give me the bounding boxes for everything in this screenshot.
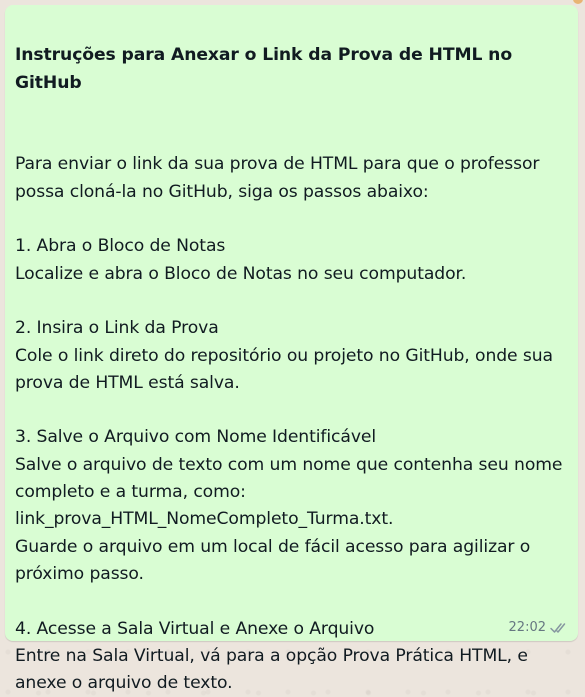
message-time: 22:02 bbox=[508, 620, 546, 635]
message-body: Para enviar o link da sua prova de HTML para que o professor possa cloná-la no GitHub, siga os passos abaixo: 1. Abra o Bloco de Notas Localize e abra o Bloco de Notas no seu computador. 2. Insira o Link da Prova Cole o link direto do repositório ou projeto no GitHub, onde sua prova de HTML está salva. 3. Salve o Arquivo com Nome Identificável Salve o arquivo de texto com um nome que contenha seu nome completo e a turma, como: link_prova_HTML_NomeCompleto_Turma.txt. Guarde o arquivo em um local de fácil acesso para agilizar o próximo passo. 4. Acesse a Sala Virtual e Anexe o Arquivo Entre na Sala Virtual, vá para a opção Prova Prática HTML, e anexe o arquivo de texto. bbox=[15, 154, 563, 694]
reaction-indicator bbox=[573, 0, 583, 4]
double-check-icon bbox=[550, 622, 568, 634]
message-bubble[interactable] bbox=[5, 5, 578, 694]
message-title: Instruções para Anexar o Link da Prova de HTML no GitHub bbox=[15, 45, 513, 93]
message-text bbox=[15, 15, 568, 697]
message-meta bbox=[509, 620, 568, 635]
